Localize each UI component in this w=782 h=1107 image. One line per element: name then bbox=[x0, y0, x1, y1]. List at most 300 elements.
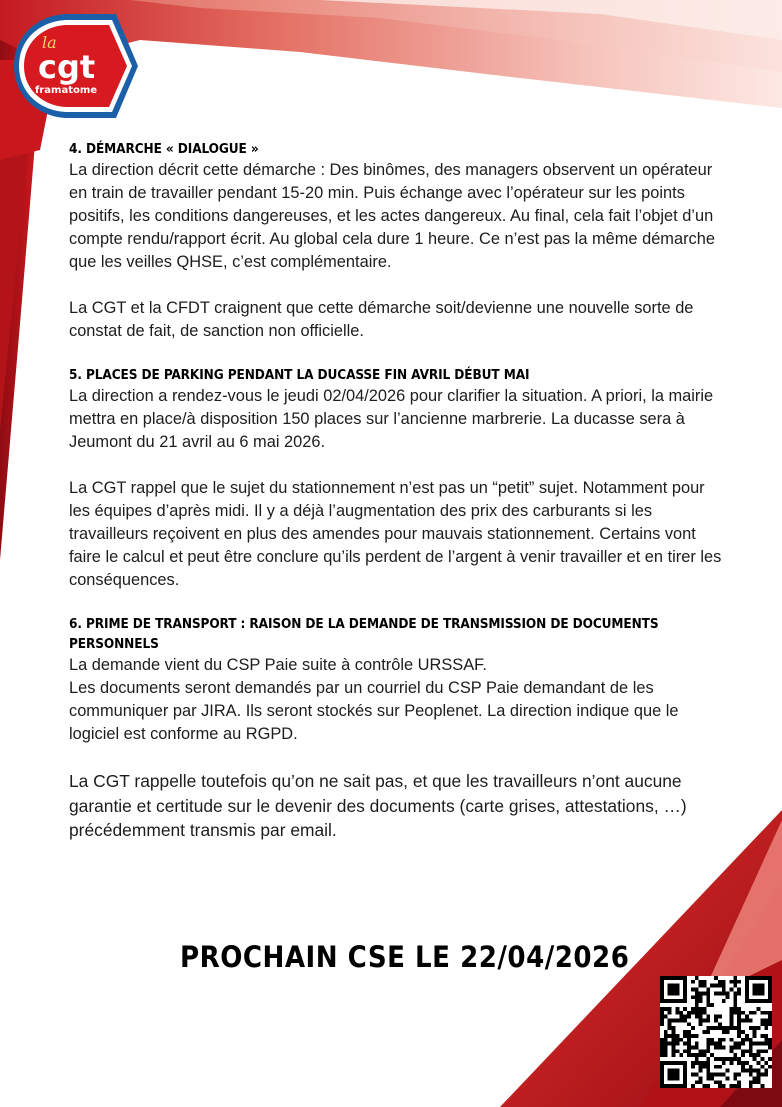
qr-module bbox=[760, 1057, 764, 1061]
qr-module bbox=[691, 1046, 695, 1050]
qr-module bbox=[710, 1038, 714, 1042]
qr-module bbox=[768, 1038, 772, 1042]
qr-module bbox=[675, 1007, 679, 1011]
qr-module bbox=[706, 1018, 710, 1022]
qr-module bbox=[660, 1042, 664, 1046]
qr-module bbox=[760, 1073, 764, 1077]
qr-module bbox=[706, 1046, 710, 1050]
qr-module bbox=[706, 1076, 710, 1080]
qr-module bbox=[714, 1046, 718, 1050]
qr-module bbox=[730, 1018, 734, 1022]
qr-module bbox=[745, 1069, 749, 1073]
section-parking bbox=[69, 365, 729, 592]
qr-module bbox=[695, 1003, 699, 1007]
qr-module bbox=[749, 1038, 753, 1042]
qr-module bbox=[706, 1049, 710, 1053]
qr-module bbox=[660, 1053, 664, 1057]
qr-module bbox=[710, 1003, 714, 1007]
qr-module bbox=[660, 1046, 664, 1050]
qr-module bbox=[714, 991, 718, 995]
qr-module bbox=[722, 1073, 726, 1077]
qr-module bbox=[768, 1011, 772, 1015]
qr-module bbox=[668, 1011, 672, 1015]
qr-module bbox=[706, 999, 710, 1003]
qr-module bbox=[691, 1053, 695, 1057]
qr-module bbox=[672, 1042, 676, 1046]
qr-module bbox=[683, 1015, 687, 1019]
qr-module bbox=[691, 1084, 695, 1088]
qr-module bbox=[737, 1080, 741, 1084]
paragraph: La direction a rendez-vous le jeudi 02/04/2026 pour clarifier la situation. A priori, la mairie mettra en place/à disposition 150 places sur l’ancienne marbrerie. La ducasse sera à Jeumont du 21 avril au 6 mai 2026. bbox=[69, 387, 714, 451]
qr-module bbox=[687, 1011, 691, 1015]
qr-module bbox=[737, 1022, 741, 1026]
qr-module bbox=[710, 984, 714, 988]
qr-module bbox=[660, 1015, 664, 1019]
paragraph: La CGT rappelle toutefois qu’on ne sait pas, et que les travailleurs n’ont aucune garantie et certitude sur le devenir des documents (carte grises, attestations, …) précédemment transmis par email. bbox=[69, 771, 687, 840]
qr-module bbox=[714, 1073, 718, 1077]
qr-module bbox=[726, 1076, 730, 1080]
qr-module bbox=[706, 1073, 710, 1077]
qr-module bbox=[726, 1057, 730, 1061]
qr-module bbox=[675, 1042, 679, 1046]
qr-code[interactable] bbox=[660, 976, 772, 1088]
qr-module bbox=[753, 1080, 757, 1084]
qr-module bbox=[699, 995, 703, 999]
qr-module bbox=[675, 1034, 679, 1038]
qr-module bbox=[733, 1026, 737, 1030]
qr-module bbox=[691, 1011, 695, 1015]
qr-module bbox=[664, 1046, 668, 1050]
qr-module bbox=[730, 988, 734, 992]
qr-module bbox=[730, 980, 734, 984]
qr-module bbox=[683, 1042, 687, 1046]
qr-module bbox=[706, 1061, 710, 1065]
qr-module bbox=[672, 1046, 676, 1050]
qr-module bbox=[753, 1057, 757, 1061]
qr-module bbox=[737, 1026, 741, 1030]
qr-module bbox=[691, 980, 695, 984]
qr-module bbox=[730, 1057, 734, 1061]
qr-module bbox=[733, 1073, 737, 1077]
qr-module bbox=[695, 988, 699, 992]
qr-module bbox=[714, 1018, 718, 1022]
qr-module bbox=[730, 1061, 734, 1065]
qr-module bbox=[749, 1073, 753, 1077]
qr-module bbox=[710, 1076, 714, 1080]
qr-module bbox=[718, 1042, 722, 1046]
qr-module bbox=[660, 1022, 664, 1026]
qr-module bbox=[722, 1046, 726, 1050]
qr-module bbox=[699, 1007, 703, 1011]
qr-module bbox=[730, 1049, 734, 1053]
qr-module bbox=[702, 1007, 706, 1011]
qr-module bbox=[706, 1069, 710, 1073]
qr-module bbox=[699, 1015, 703, 1019]
qr-module bbox=[764, 1061, 768, 1065]
qr-module bbox=[691, 1026, 695, 1030]
qr-module bbox=[668, 1007, 672, 1011]
qr-module bbox=[660, 1007, 664, 1011]
qr-module bbox=[718, 1038, 722, 1042]
qr-module bbox=[730, 1046, 734, 1050]
qr-module bbox=[753, 1034, 757, 1038]
qr-module bbox=[679, 1011, 683, 1015]
qr-module bbox=[737, 1018, 741, 1022]
qr-module bbox=[706, 988, 710, 992]
qr-module bbox=[730, 1038, 734, 1042]
qr-module bbox=[695, 1015, 699, 1019]
qr-module bbox=[691, 1034, 695, 1038]
qr-module bbox=[699, 984, 703, 988]
qr-module bbox=[737, 1011, 741, 1015]
qr-module bbox=[757, 1076, 761, 1080]
qr-module bbox=[691, 1065, 695, 1069]
qr-module bbox=[714, 1015, 718, 1019]
qr-module bbox=[672, 1026, 676, 1030]
qr-module bbox=[699, 1069, 703, 1073]
qr-module bbox=[733, 1007, 737, 1011]
qr-module bbox=[733, 976, 737, 980]
qr-module bbox=[714, 1042, 718, 1046]
qr-module bbox=[753, 1026, 757, 1030]
qr-module bbox=[672, 1018, 676, 1022]
qr-module bbox=[706, 1015, 710, 1019]
qr-module bbox=[687, 1022, 691, 1026]
qr-module bbox=[660, 1049, 664, 1053]
qr-module bbox=[764, 1011, 768, 1015]
qr-module bbox=[726, 995, 730, 999]
qr-module bbox=[668, 1022, 672, 1026]
qr-module bbox=[702, 1061, 706, 1065]
qr-module bbox=[702, 1053, 706, 1057]
qr-module bbox=[741, 1011, 745, 1015]
qr-module bbox=[706, 991, 710, 995]
qr-module bbox=[710, 1053, 714, 1057]
qr-module bbox=[760, 1042, 764, 1046]
section-heading: 5. PLACES DE PARKING PENDANT LA DUCASSE FIN AVRIL DÉBUT MAI bbox=[69, 367, 530, 383]
qr-module bbox=[757, 1061, 761, 1065]
qr-module bbox=[730, 1011, 734, 1015]
qr-module bbox=[764, 1073, 768, 1077]
qr-module bbox=[695, 976, 699, 980]
qr-module bbox=[737, 1042, 741, 1046]
qr-module bbox=[741, 1042, 745, 1046]
qr-module bbox=[714, 1026, 718, 1030]
qr-module bbox=[695, 999, 699, 1003]
qr-module bbox=[733, 1011, 737, 1015]
qr-module bbox=[768, 1065, 772, 1069]
qr-module bbox=[741, 1065, 745, 1069]
section-heading: 4. DÉMARCHE « DIALOGUE » bbox=[69, 141, 259, 157]
qr-module bbox=[706, 1057, 710, 1061]
qr-module bbox=[749, 1011, 753, 1015]
qr-module bbox=[699, 1053, 703, 1057]
qr-module bbox=[733, 1057, 737, 1061]
qr-module bbox=[718, 1046, 722, 1050]
qr-module bbox=[695, 1034, 699, 1038]
qr-module bbox=[706, 1065, 710, 1069]
qr-module bbox=[737, 1057, 741, 1061]
qr-module bbox=[718, 1015, 722, 1019]
qr-module bbox=[757, 1069, 761, 1073]
paragraph: La CGT et la CFDT craignent que cette démarche soit/devienne une nouvelle sorte de constat de fait, de sanction non officielle. bbox=[69, 299, 694, 340]
next-cse-date-title: PROCHAIN CSE LE 22/04/2026 bbox=[180, 940, 630, 974]
qr-module bbox=[757, 1080, 761, 1084]
qr-module bbox=[699, 1061, 703, 1065]
qr-module bbox=[749, 1053, 753, 1057]
qr-module bbox=[695, 1061, 699, 1065]
qr-module bbox=[760, 1022, 764, 1026]
qr-module bbox=[695, 1057, 699, 1061]
qr-module bbox=[679, 1018, 683, 1022]
qr-module bbox=[687, 1034, 691, 1038]
qr-module bbox=[737, 980, 741, 984]
qr-module bbox=[722, 980, 726, 984]
qr-module bbox=[753, 1030, 757, 1034]
qr-module bbox=[699, 1011, 703, 1015]
qr-module bbox=[664, 1049, 668, 1053]
qr-module bbox=[687, 1015, 691, 1019]
section-heading: 6. PRIME DE TRANSPORT : RAISON DE LA DEMANDE DE TRANSMISSION DE DOCUMENTS PERSONNELS bbox=[69, 616, 659, 652]
qr-module bbox=[702, 980, 706, 984]
qr-module bbox=[733, 980, 737, 984]
qr-module bbox=[664, 1015, 668, 1019]
qr-module bbox=[737, 1073, 741, 1077]
qr-module bbox=[699, 1022, 703, 1026]
qr-module bbox=[764, 1034, 768, 1038]
qr-module bbox=[722, 1038, 726, 1042]
logo-cgt-text: cgt bbox=[38, 48, 96, 86]
qr-module bbox=[718, 980, 722, 984]
qr-module bbox=[730, 1007, 734, 1011]
qr-module bbox=[741, 1069, 745, 1073]
logo-la-text: la bbox=[42, 33, 57, 52]
qr-module bbox=[726, 1069, 730, 1073]
qr-module bbox=[699, 991, 703, 995]
qr-module bbox=[706, 1084, 710, 1088]
qr-module bbox=[768, 1018, 772, 1022]
qr-module bbox=[695, 1053, 699, 1057]
qr-module bbox=[702, 1018, 706, 1022]
qr-module bbox=[714, 984, 718, 988]
qr-module bbox=[764, 1069, 768, 1073]
qr-module bbox=[699, 980, 703, 984]
qr-module bbox=[718, 1073, 722, 1077]
qr-module bbox=[672, 1034, 676, 1038]
qr-module bbox=[741, 1038, 745, 1042]
qr-module bbox=[668, 1026, 672, 1030]
qr-module bbox=[764, 1049, 768, 1053]
qr-module bbox=[699, 1076, 703, 1080]
qr-module bbox=[749, 1084, 753, 1088]
qr-finder-inner bbox=[668, 984, 680, 996]
qr-module bbox=[702, 1011, 706, 1015]
qr-module bbox=[741, 1030, 745, 1034]
qr-module bbox=[687, 1053, 691, 1057]
qr-module bbox=[718, 991, 722, 995]
qr-module bbox=[691, 995, 695, 999]
qr-module bbox=[718, 1080, 722, 1084]
section-demarche-dialogue bbox=[69, 139, 729, 343]
qr-module bbox=[757, 1049, 761, 1053]
qr-module bbox=[745, 1015, 749, 1019]
qr-module bbox=[664, 1034, 668, 1038]
qr-module bbox=[749, 1049, 753, 1053]
qr-module bbox=[749, 1046, 753, 1050]
qr-module bbox=[664, 1053, 668, 1057]
qr-module bbox=[675, 1038, 679, 1042]
qr-module bbox=[764, 1038, 768, 1042]
qr-module bbox=[691, 1073, 695, 1077]
qr-module bbox=[760, 1049, 764, 1053]
qr-module bbox=[710, 1042, 714, 1046]
qr-module bbox=[749, 1069, 753, 1073]
logo-framatome-text: framatome bbox=[35, 85, 98, 96]
qr-module bbox=[668, 1034, 672, 1038]
qr-module bbox=[722, 1057, 726, 1061]
qr-module bbox=[764, 1026, 768, 1030]
qr-module bbox=[733, 984, 737, 988]
qr-module bbox=[745, 1049, 749, 1053]
qr-module bbox=[706, 995, 710, 999]
qr-module bbox=[768, 1046, 772, 1050]
qr-module bbox=[730, 1026, 734, 1030]
qr-module bbox=[683, 1034, 687, 1038]
qr-module bbox=[722, 991, 726, 995]
qr-module bbox=[741, 1053, 745, 1057]
qr-module bbox=[718, 1084, 722, 1088]
qr-module bbox=[672, 1049, 676, 1053]
qr-module bbox=[718, 1026, 722, 1030]
qr-module bbox=[737, 1084, 741, 1088]
qr-module bbox=[691, 1061, 695, 1065]
qr-module bbox=[687, 1046, 691, 1050]
qr-module bbox=[737, 991, 741, 995]
qr-module bbox=[699, 1065, 703, 1069]
qr-module bbox=[741, 1061, 745, 1065]
qr-module bbox=[753, 1042, 757, 1046]
qr-module bbox=[695, 995, 699, 999]
qr-module bbox=[722, 1084, 726, 1088]
qr-module bbox=[757, 1007, 761, 1011]
qr-module bbox=[745, 1034, 749, 1038]
qr-module bbox=[737, 988, 741, 992]
qr-module bbox=[702, 984, 706, 988]
qr-module bbox=[768, 1022, 772, 1026]
qr-module bbox=[679, 1015, 683, 1019]
qr-module bbox=[718, 1057, 722, 1061]
qr-module bbox=[760, 1065, 764, 1069]
qr-module bbox=[757, 1073, 761, 1077]
qr-module bbox=[722, 1026, 726, 1030]
qr-module bbox=[726, 991, 730, 995]
qr-module bbox=[714, 1080, 718, 1084]
qr-module bbox=[702, 991, 706, 995]
qr-module bbox=[683, 1030, 687, 1034]
qr-module bbox=[668, 1042, 672, 1046]
qr-module bbox=[706, 1030, 710, 1034]
qr-module bbox=[733, 1076, 737, 1080]
qr-module bbox=[702, 1084, 706, 1088]
qr-module bbox=[672, 1038, 676, 1042]
qr-module bbox=[675, 1049, 679, 1053]
qr-module bbox=[757, 1026, 761, 1030]
qr-module bbox=[768, 1057, 772, 1061]
paragraph: La direction décrit cette démarche : Des binômes, des managers observent un opérateur en train de travailler pendant 15-20 min. Puis échange avec l’opérateur sur les points positifs, les conditions dangereuses, et les actes dangereux. Au final, cela fait l’objet d’un compte rendu/rapport écrit. Au global cela dure 1 heure. Ce n’est pas la même démarche que les veilles QHSE, c’est complémentaire. bbox=[69, 161, 715, 271]
qr-module bbox=[706, 1026, 710, 1030]
qr-module bbox=[733, 999, 737, 1003]
cgt-framatome-logo bbox=[6, 8, 140, 124]
qr-module bbox=[683, 1018, 687, 1022]
qr-module bbox=[706, 1042, 710, 1046]
qr-module bbox=[730, 1022, 734, 1026]
qr-module bbox=[733, 991, 737, 995]
qr-module bbox=[733, 1053, 737, 1057]
qr-module bbox=[737, 1046, 741, 1050]
qr-module bbox=[702, 1065, 706, 1069]
qr-module bbox=[718, 984, 722, 988]
qr-module bbox=[683, 1007, 687, 1011]
section-prime-transport bbox=[69, 614, 729, 843]
qr-module bbox=[664, 1038, 668, 1042]
qr-module bbox=[679, 1053, 683, 1057]
qr-module bbox=[760, 1084, 764, 1088]
qr-module bbox=[745, 1061, 749, 1065]
qr-module bbox=[722, 988, 726, 992]
qr-module bbox=[710, 1026, 714, 1030]
qr-module bbox=[695, 1042, 699, 1046]
qr-module bbox=[741, 1049, 745, 1053]
qr-module bbox=[660, 1011, 664, 1015]
qr-finder-inner bbox=[668, 1069, 680, 1081]
qr-module bbox=[722, 999, 726, 1003]
qr-module bbox=[757, 1053, 761, 1057]
qr-module bbox=[749, 1042, 753, 1046]
qr-module bbox=[695, 1007, 699, 1011]
qr-module bbox=[683, 1049, 687, 1053]
qr-module bbox=[668, 1018, 672, 1022]
qr-module bbox=[768, 1042, 772, 1046]
qr-module bbox=[760, 1034, 764, 1038]
qr-module bbox=[714, 1057, 718, 1061]
paragraph: Les documents seront demandés par un courriel du CSP Paie demandant de les communiquer par JIRA. Ils seront stockés sur Peoplenet. La direction indique que le logiciel est conforme au RGPD. bbox=[69, 679, 679, 743]
qr-module bbox=[764, 1022, 768, 1026]
qr-module bbox=[760, 1011, 764, 1015]
qr-module bbox=[733, 1042, 737, 1046]
qr-module bbox=[695, 991, 699, 995]
qr-module bbox=[741, 1018, 745, 1022]
qr-module bbox=[753, 1053, 757, 1057]
qr-module bbox=[730, 1084, 734, 1088]
qr-module bbox=[718, 1065, 722, 1069]
qr-module bbox=[726, 1026, 730, 1030]
qr-module bbox=[687, 1042, 691, 1046]
qr-finder-inner bbox=[753, 984, 765, 996]
qr-module bbox=[699, 1018, 703, 1022]
qr-module bbox=[737, 1030, 741, 1034]
qr-module bbox=[675, 1018, 679, 1022]
qr-module bbox=[699, 1049, 703, 1053]
qr-module bbox=[714, 976, 718, 980]
qr-module bbox=[695, 1080, 699, 1084]
qr-module bbox=[664, 1042, 668, 1046]
qr-module bbox=[764, 1018, 768, 1022]
qr-module bbox=[737, 1061, 741, 1065]
qr-module bbox=[722, 984, 726, 988]
qr-module bbox=[718, 1022, 722, 1026]
qr-module bbox=[695, 1073, 699, 1077]
qr-module bbox=[722, 1030, 726, 1034]
